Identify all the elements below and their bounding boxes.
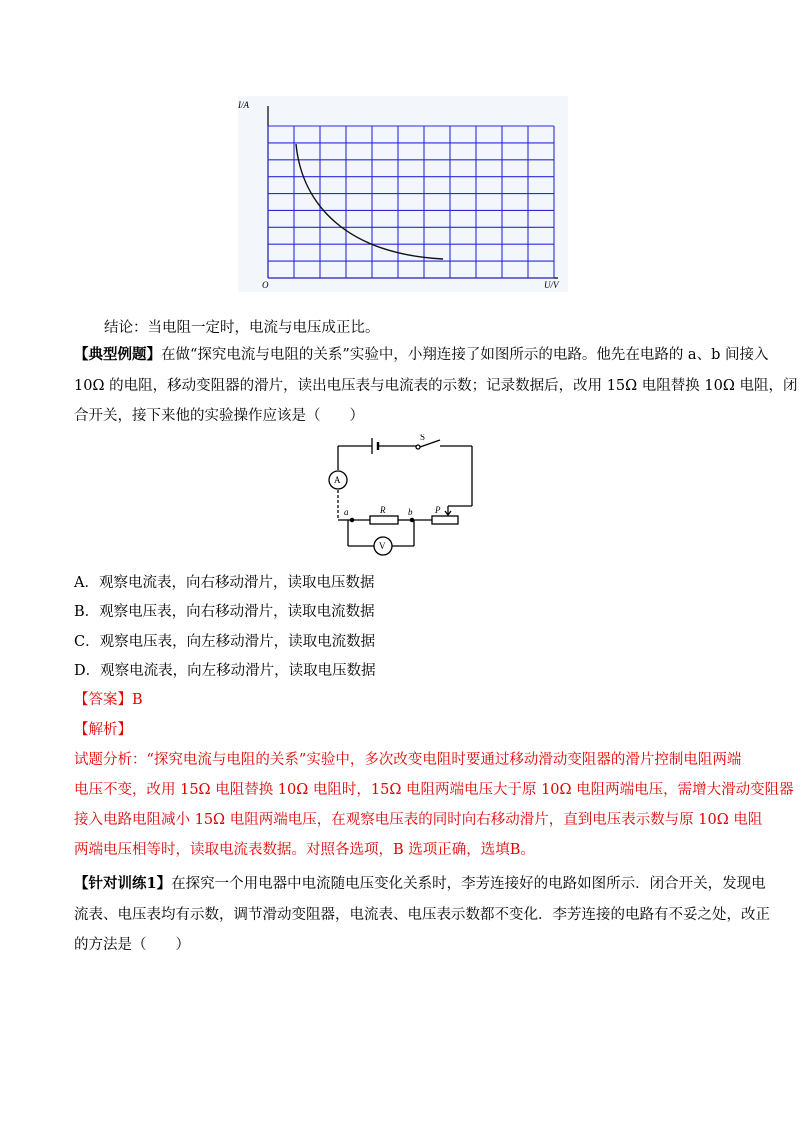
option-c: C．观察电压表，向左移动滑片，读取电流数据 (74, 634, 376, 650)
analysis-tag: 【解析】 (74, 722, 132, 738)
option-a: A．观察电流表，向右移动滑片，读取电压数据 (74, 575, 375, 591)
switch-label: S (420, 434, 426, 442)
graph-curve (296, 144, 443, 259)
analysis-line-3: 接入电路电阻减小 15Ω 电阻两端电压，在观察电压表的同时向右移动滑片，直到电压表示数与原 10Ω 电阻 (74, 812, 763, 828)
y-axis-label: I/A (238, 100, 249, 110)
resistor-label: R (380, 505, 386, 515)
rheostat-symbol (432, 516, 458, 524)
circuit-svg (320, 434, 476, 560)
analysis-line-4: 两端电压相等时，读取电流表数据。对照各选项，B 选项正确，选填B。 (74, 842, 535, 858)
conclusion-text: 结论：当电阻一定时，电流与电压成正比。 (104, 320, 380, 336)
node-b-label: b (408, 507, 413, 517)
x-axis-label: U/V (544, 280, 559, 290)
example-tag: 【典型例题】 (74, 346, 161, 363)
answer-value: B (132, 692, 143, 708)
rheostat-label: P (435, 505, 441, 515)
resistor-symbol (370, 516, 398, 524)
example-text-1: 在做“探究电流与电阻的关系”实验中，小翔连接了如图所示的电路。他先在电路的 a、b 间接入 (161, 347, 769, 363)
training-line-2: 流表、电压表均有示数，调节滑动变阻器，电流表、电压表示数都不变化．李芳连接的电路有不妥之处，改正 (74, 907, 770, 923)
training-line-1 (74, 874, 766, 894)
voltmeter-label: V (379, 541, 386, 551)
switch-pivot (416, 445, 420, 449)
analysis-line-1: 试题分析：“探究电流与电阻的关系”实验中，多次改变电阻时要通过移动滑动变阻器的滑片控制电阻两端 (74, 752, 742, 768)
option-b: B．观察电压表，向右移动滑片，读取电流数据 (74, 604, 375, 620)
analysis-line-2: 电压不变，改用 15Ω 电阻替换 10Ω 电阻时，15Ω 电阻两端电压大于原 10Ω 电阻两端电压，需增大滑动变阻器 (74, 782, 794, 798)
example-line-2: 10Ω 的电阻，移动变阻器的滑片，读出电压表与电流表的示数；记录数据后，改用 15Ω 电阻替换 10Ω 电阻，闭 (74, 378, 798, 394)
example-line-1 (74, 345, 768, 365)
ammeter-label: A (334, 475, 341, 485)
graph-figure (238, 96, 568, 292)
training-text-1: 在探究一个用电器中电流随电压变化关系时，李芳连接好的电路如图所示．闭合开关，发现电 (171, 876, 766, 892)
answer-line (74, 690, 143, 710)
origin-label: O (262, 280, 269, 290)
circuit-diagram (320, 434, 476, 560)
example-line-3: 合开关，接下来他的实验操作应该是（ ） (74, 408, 364, 424)
training-line-3: 的方法是（ ） (74, 937, 190, 953)
training-tag: 【针对训练1】 (74, 875, 172, 892)
answer-tag: 【答案】 (74, 692, 132, 708)
option-d: D．观察电流表，向左移动滑片，读取电压数据 (74, 663, 376, 679)
current-voltage-graph (238, 96, 568, 292)
node-a-label: a (344, 507, 349, 517)
